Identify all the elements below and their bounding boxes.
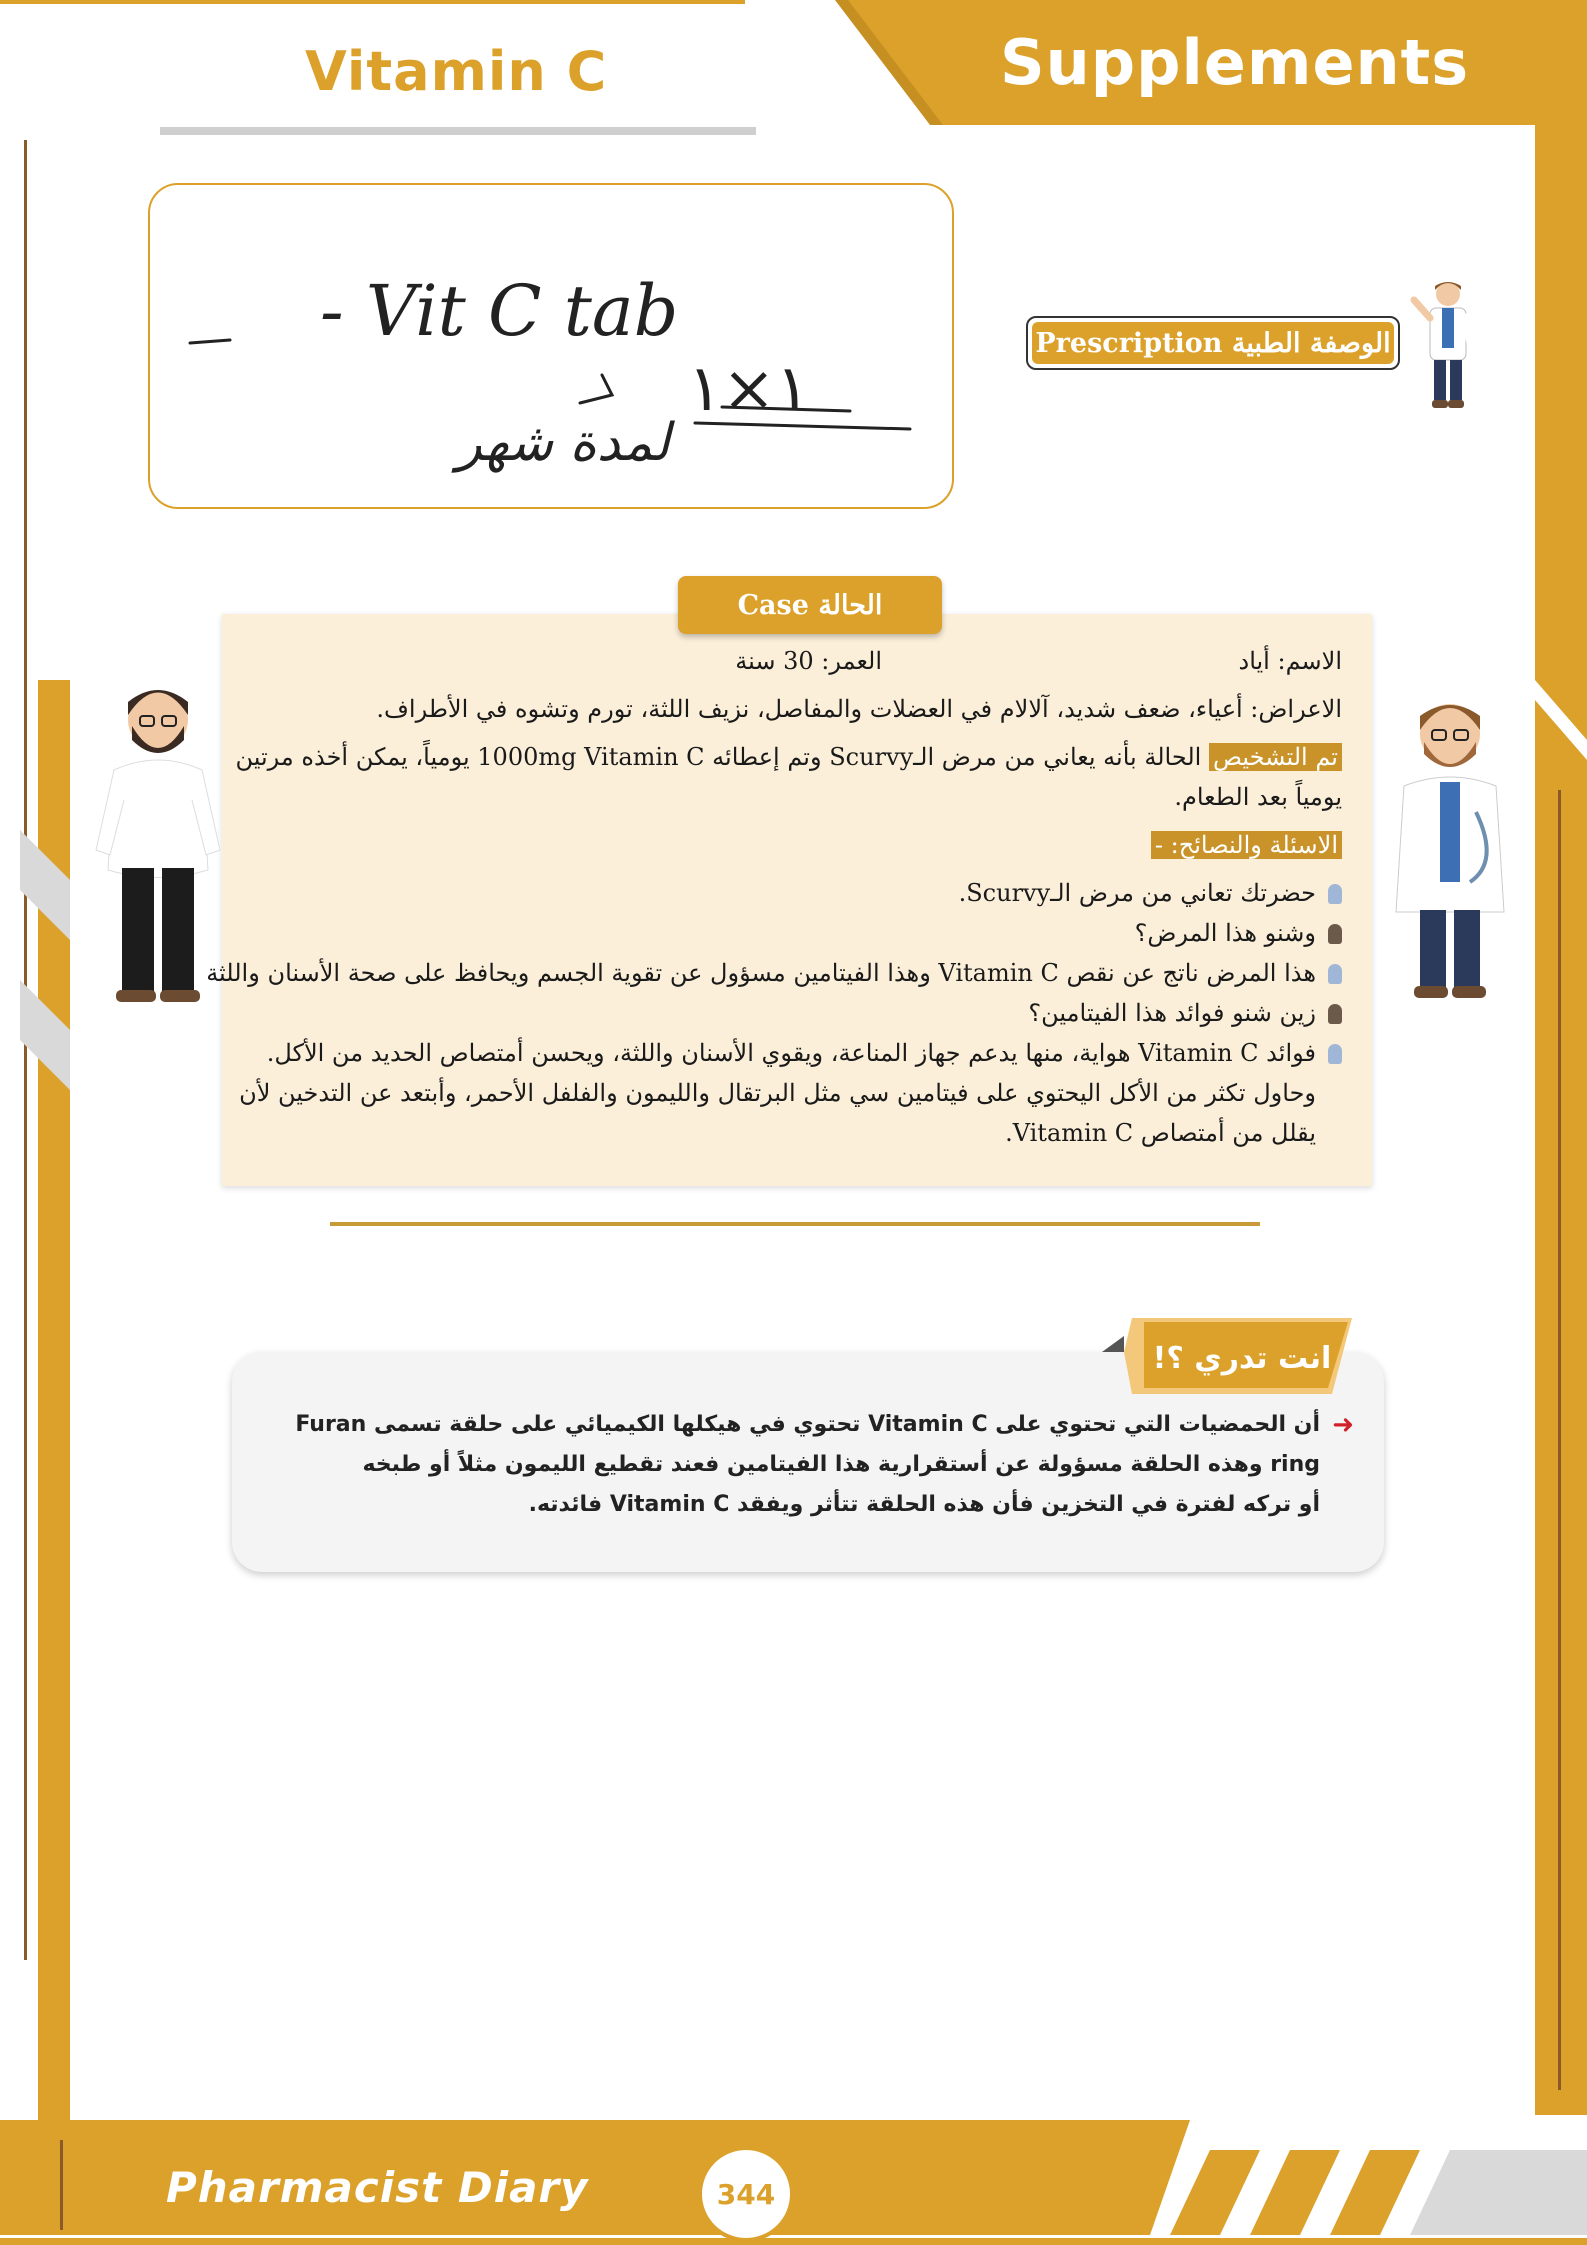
page-title: Vitamin C	[305, 40, 608, 103]
footer-brand: Pharmacist Diary	[166, 2163, 589, 2212]
arrow-icon: ➜	[1332, 1410, 1354, 1440]
doctor-speaker-icon	[1328, 964, 1342, 984]
section-title: Supplements	[1000, 26, 1470, 99]
handwritten-line3: لمدة شهر	[456, 413, 670, 473]
handwritten-prescription	[150, 185, 952, 507]
qa-line: وشنو هذا المرض؟	[1134, 919, 1316, 947]
diagnosis-label: تم التشخيص	[1209, 743, 1342, 771]
did-you-know-title: انت تدري ؟!	[1152, 1341, 1332, 1376]
doctor-speaker-icon	[1328, 1044, 1342, 1064]
did-you-know-line: ring وهذه الحلقة مسؤولة عن أستقرارية هذا الفيتامين فعند تقطيع الليمون مثلاً أو طبخه	[362, 1452, 1320, 1477]
did-you-know-line: أو تركه لفترة في التخزين فأن هذه الحلقة تتأثر ويفقد Vitamin C فائدته.	[528, 1492, 1320, 1517]
qa-line: يقلل من أمتصاص Vitamin C.	[1005, 1119, 1316, 1147]
qa-line: زين شنو فوائد هذا الفيتامين؟	[1028, 999, 1316, 1027]
case-panel	[206, 614, 1372, 1186]
patient-illustration	[88, 670, 228, 1020]
page-number: 344	[698, 2146, 794, 2242]
qa-line: فوائد Vitamin C هواية، منها يدعم جهاز المناعة، ويقوي الأسنان واللثة، ويحسن أمتصاص الحديد من الأكل.	[266, 1039, 1316, 1067]
diagnosis-text: الحالة بأنه يعاني من مرض الـScurvy وتم إعطائه 1000mg Vitamin C يومياً، يمكن أخذه مرتين	[235, 743, 1202, 771]
prescription-label-text: Prescription الوصفة الطبية	[1032, 322, 1394, 364]
case-tab: Case الحالة	[678, 576, 942, 634]
case-symptoms: الاعراض: أعياء، ضعف شديد، آلالام في العضلات والمفاصل، نزيف اللثة، تورم وتشوه في الأطراف.	[376, 695, 1342, 723]
qa-line: حضرتك تعاني من مرض الـScurvy.	[958, 879, 1316, 907]
qa-line: هذا المرض ناتج عن نقص Vitamin C وهذا الفيتامين مسؤول عن تقوية الجسم ويحافظ على صحة الأسنان واللثة	[206, 959, 1316, 987]
prescription-label	[1026, 316, 1400, 370]
did-you-know-tab	[1102, 1318, 1352, 1394]
doctor-icon	[1408, 278, 1486, 412]
prescription-card	[148, 183, 954, 509]
patient-speaker-icon	[1328, 1004, 1342, 1024]
qa-line: وحاول تكثر من الأكل اليحتوي على فيتامين سي مثل البرتقال والليمون والفلفل الأحمر، وأبتعد عن التدخين لأن	[239, 1079, 1316, 1107]
handwritten-line1: - Vit C tab	[320, 270, 679, 352]
pharmacist-illustration	[1380, 682, 1520, 1012]
case-age: العمر: 30 سنة	[735, 647, 882, 675]
diagnosis-text-continued: يومياً بعد الطعام.	[1174, 783, 1342, 811]
patient-speaker-icon	[1328, 924, 1342, 944]
case-name: الاسم: أياد	[1238, 647, 1342, 675]
did-you-know-line: أن الحمضيات التي تحتوي على Vitamin C تحتوي في هيكلها الكيميائي على حلقة تسمى Furan	[295, 1412, 1320, 1437]
handwritten-line2: ١×١	[687, 352, 810, 426]
qa-label: الاسئلة والنصائح: -	[1151, 831, 1342, 859]
doctor-speaker-icon	[1328, 884, 1342, 904]
